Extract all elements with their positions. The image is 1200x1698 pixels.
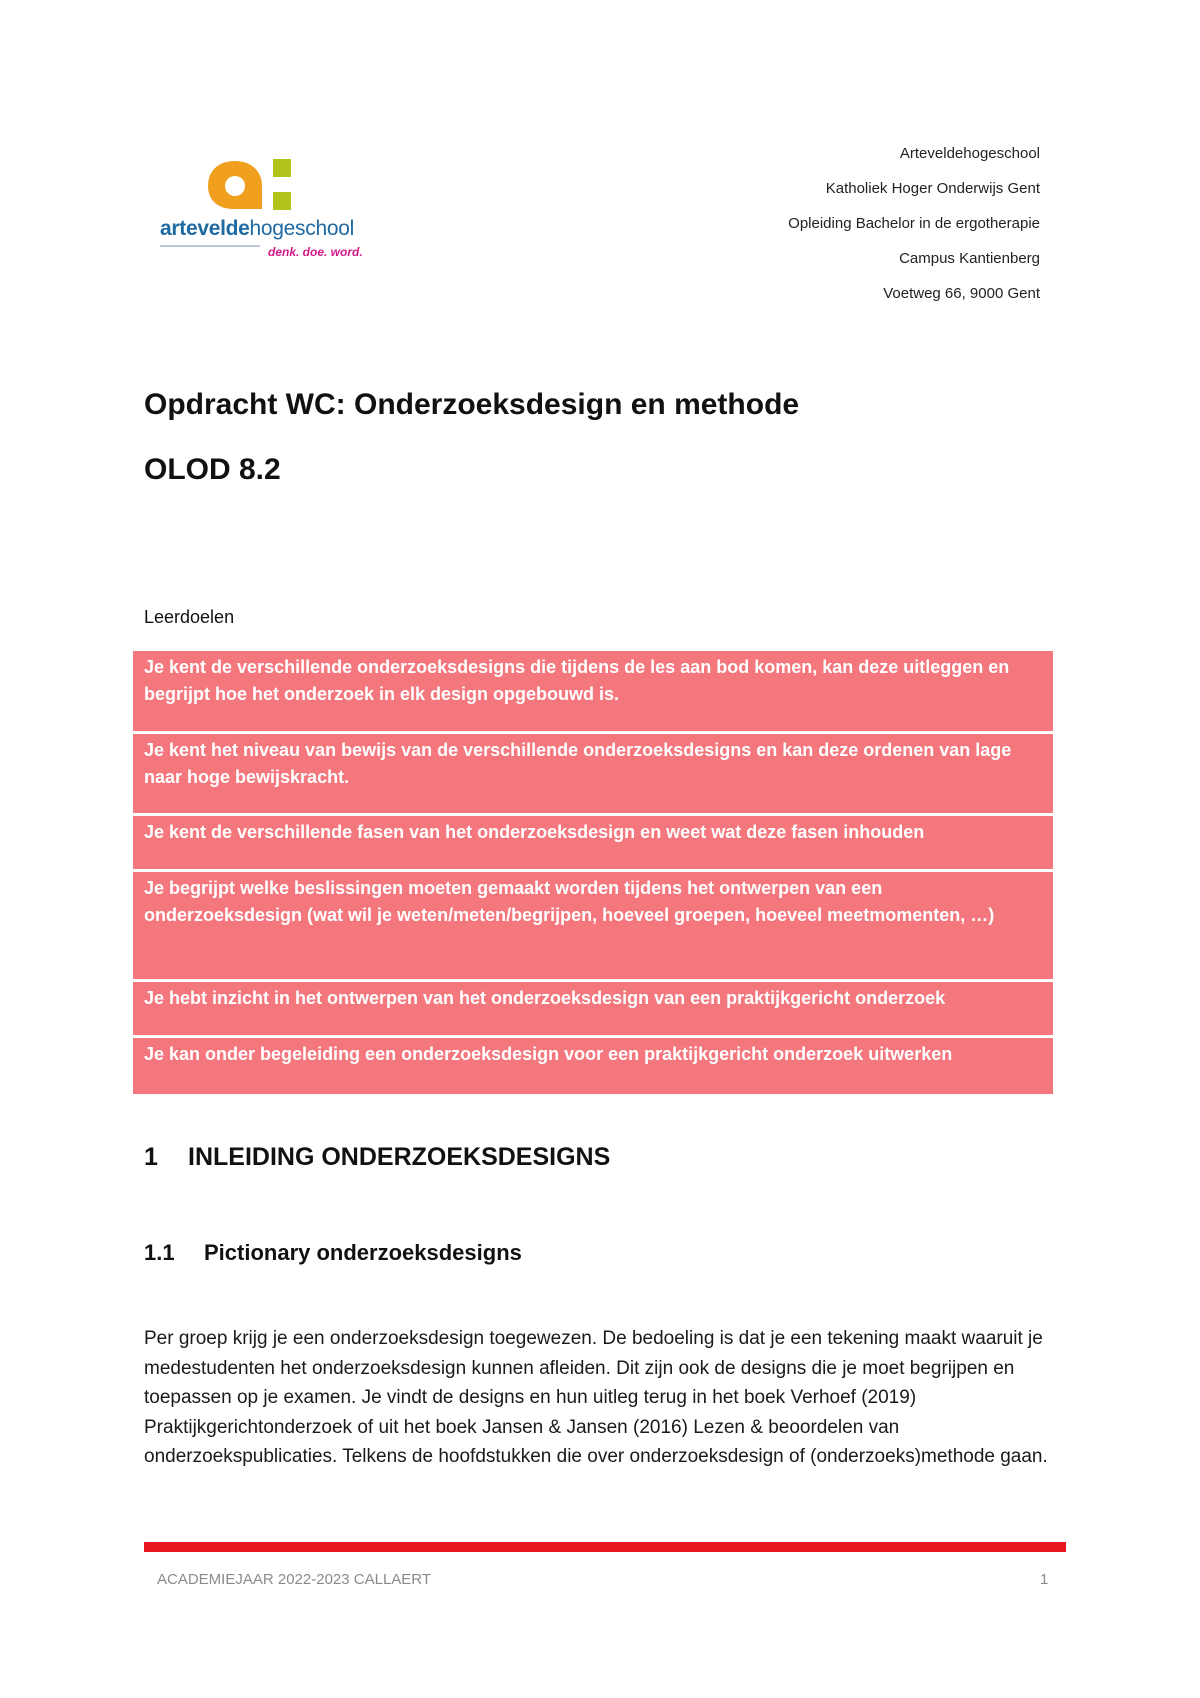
goal-item: Je hebt inzicht in het ontwerpen van het onderzoeksdesign van een praktijkgericht onderzoek	[133, 982, 1053, 1038]
subsection-title: Pictionary onderzoeksdesigns	[204, 1240, 522, 1265]
document-subtitle: OLOD 8.2	[144, 453, 281, 486]
logo-wordmark: arteveldehogeschool	[160, 217, 354, 240]
address-block	[788, 136, 1040, 311]
section-title: INLEIDING ONDERZOEKSDESIGNS	[188, 1143, 611, 1171]
logo-square-bottom	[273, 192, 291, 210]
goal-item: Je kent de verschillende fasen van het onderzoeksdesign en weet wat deze fasen inhouden	[133, 816, 1053, 872]
address-line: Arteveldehogeschool	[899, 145, 1040, 162]
goal-item: Je kan onder begeleiding een onderzoeksdesign voor een praktijkgericht onderzoek uitwerken	[133, 1038, 1053, 1094]
logo-subline	[160, 245, 260, 247]
goals-table	[133, 651, 1053, 1094]
footer-rule	[144, 1542, 1066, 1552]
logo-a-mark-icon	[206, 159, 264, 211]
section-heading	[144, 1143, 610, 1172]
address-line: Campus Kantienberg	[899, 250, 1040, 267]
body-paragraph: Per groep krijg je een onderzoeksdesign toegewezen. De bedoeling is dat je een tekening maakt waaruit je medestudenten het onderzoeksdesign kunnen afleiden. Dit zijn ook de designs die je moet begrijpen en toepassen op je examen. Je vindt de designs en hun uitleg terug in het boek Verhoef (2019) Praktijkgerichtonderzoek of uit het boek Jansen & Jansen (2016) Lezen & beoordelen van onderzoekspublicaties. Telkens de hoofdstukken die over onderzoeksdesign of (onderzoeks)methode gaan.	[144, 1328, 1048, 1467]
page-number: 1	[1040, 1571, 1049, 1588]
institution-logo	[160, 155, 370, 265]
subsection-number: 1.1	[144, 1240, 175, 1265]
footer-text: ACADEMIEJAAR 2022-2023 CALLAERT	[157, 1571, 432, 1588]
document-title: Opdracht WC: Onderzoeksdesign en methode	[144, 388, 800, 421]
address-line: Opleiding Bachelor in de ergotherapie	[788, 215, 1040, 232]
goal-item: Je kent de verschillende onderzoeksdesigns die tijdens de les aan bod komen, kan deze uitleggen en begrijpt hoe het onderzoek in elk design opgebouwd is.	[133, 651, 1053, 734]
logo-square-top	[273, 159, 291, 177]
address-line: Katholiek Hoger Onderwijs Gent	[825, 180, 1040, 197]
section-number: 1	[144, 1143, 158, 1171]
goal-item: Je kent het niveau van bewijs van de verschillende onderzoeksdesigns en kan deze ordenen van lage naar hoge bewijskracht.	[133, 734, 1053, 816]
logo-tagline: denk. doe. word.	[268, 245, 363, 259]
goals-label: Leerdoelen	[144, 607, 235, 627]
subsection-heading	[144, 1240, 522, 1266]
address-line: Voetweg 66, 9000 Gent	[883, 285, 1040, 302]
goal-item: Je begrijpt welke beslissingen moeten gemaakt worden tijdens het ontwerpen van een onderzoeksdesign (wat wil je weten/meten/begrijpen, hoeveel groepen, hoeveel meetmomenten, …)	[133, 872, 1053, 982]
